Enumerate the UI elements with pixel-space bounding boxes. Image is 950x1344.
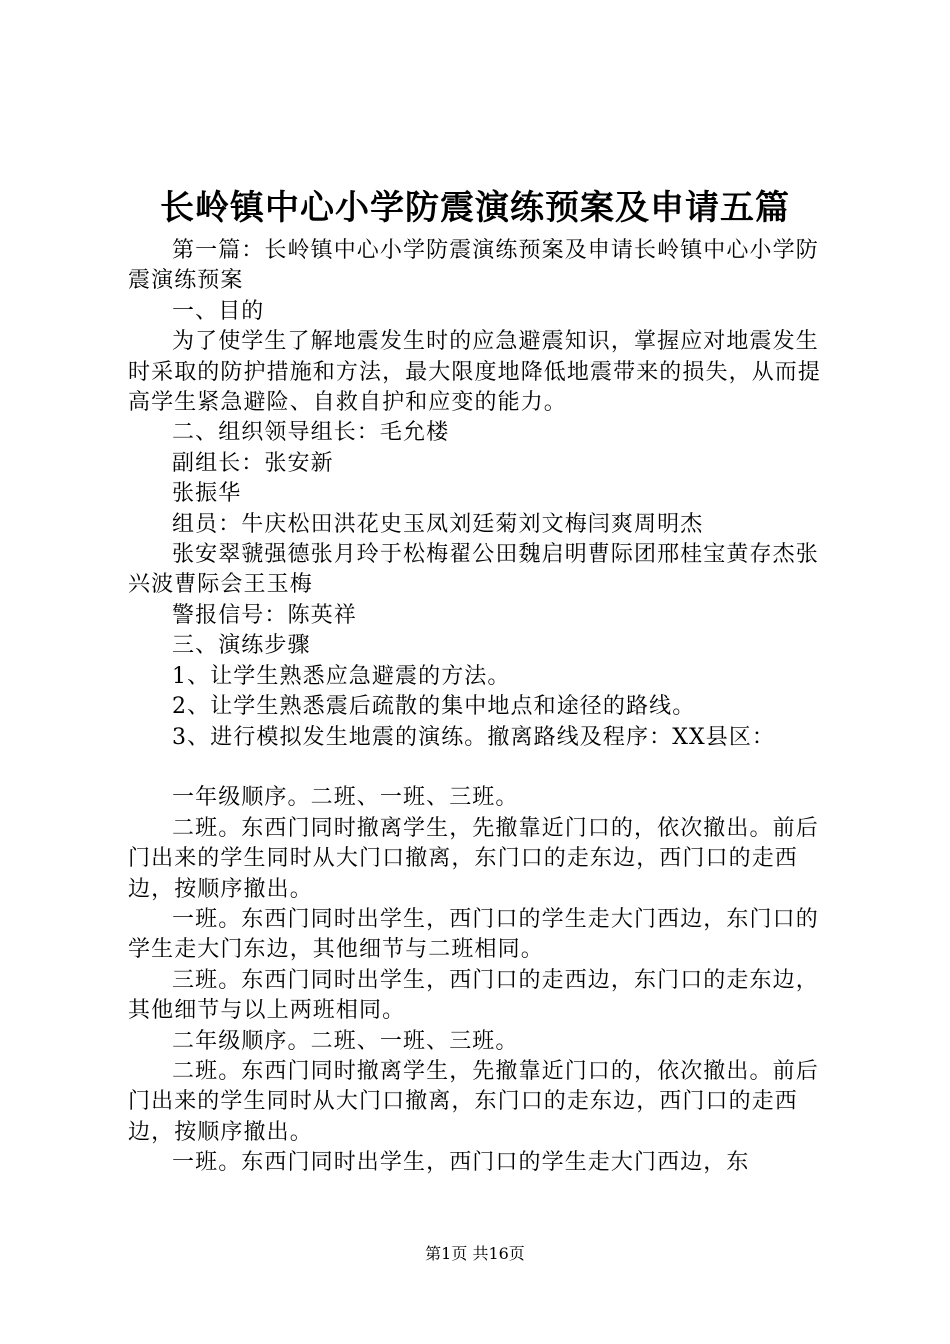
- paragraph-members: 组员：牛庆松田洪花史玉凤刘廷菊刘文梅闫爽周明杰: [172, 511, 704, 537]
- paragraph-part-one-heading: 第一篇：长岭镇中心小学防震演练预案及申请长岭镇中心小学防震演练预案: [128, 238, 819, 294]
- paragraph-section-steps: 三、演练步骤: [172, 633, 311, 659]
- paragraph-grade-1-order: 一年级顺序。二班、一班、三班。: [172, 785, 519, 811]
- paragraph-grade-2-order: 二年级顺序。二班、一班、三班。: [172, 1028, 519, 1054]
- paragraph-section-organization: 二、组织领导组长：毛允楼: [172, 420, 450, 446]
- paragraph-deputy-leader: 副组长：张安新: [172, 450, 334, 476]
- paragraph-grade-1-class-2: 二班。东西门同时撤离学生，先撤靠近门口的，依次撤出。前后门出来的学生同时从大门口撤离，东门口的走东边，西门口的走西边，按顺序撤出。: [128, 815, 819, 902]
- paragraph-grade-1-class-1: 一班。东西门同时出学生，西门口的学生走大门西边，东门口的学生走大门东边，其他细节与二班相同。: [128, 906, 819, 963]
- page-number-footer: 第1页 共16页: [425, 1244, 525, 1263]
- paragraph-grade-2-class-1: 一班。东西门同时出学生，西门口的学生走大门西边，东: [172, 1150, 750, 1176]
- paragraph-alarm-signal: 警报信号：陈英祥: [172, 602, 357, 628]
- paragraph-grade-1-class-3: 三班。东西门同时出学生，西门口的走西边，东门口的走东边，其他细节与以上两班相同。: [128, 967, 819, 1024]
- paragraph-step-1: 1、让学生熟悉应急避震的方法。: [172, 663, 511, 689]
- paragraph-members-continued: 张安翠虢强德张月玲于松梅翟公田魏启明曹际团邢桂宝黄存杰张兴波曹际会王玉梅: [128, 542, 819, 598]
- document-body: [128, 236, 838, 1179]
- paragraph-step-3: 3、进行模拟发生地震的演练。撤离路线及程序：XX县区：: [172, 724, 776, 750]
- document-title: 长岭镇中心小学防震演练预案及申请五篇: [160, 188, 790, 228]
- paragraph-deputy-leader-2: 张振华: [172, 481, 242, 507]
- paragraph-step-2: 2、让学生熟悉震后疏散的集中地点和途径的路线。: [172, 694, 696, 720]
- paragraph-purpose-text: 为了使学生了解地震发生时的应急避震知识，掌握应对地震发生时采取的防护措施和方法，最大限度地降低地震带来的损失，从而提高学生紧急避险、自救自护和应变的能力。: [128, 329, 822, 416]
- paragraph-grade-2-class-2: 二班。东西门同时撤离学生，先撤靠近门口的，依次撤出。前后门出来的学生同时从大门口撤离，东门口的走东边，西门口的走西边，按顺序撤出。: [128, 1058, 819, 1145]
- paragraph-section-purpose: 一、目的: [172, 298, 265, 324]
